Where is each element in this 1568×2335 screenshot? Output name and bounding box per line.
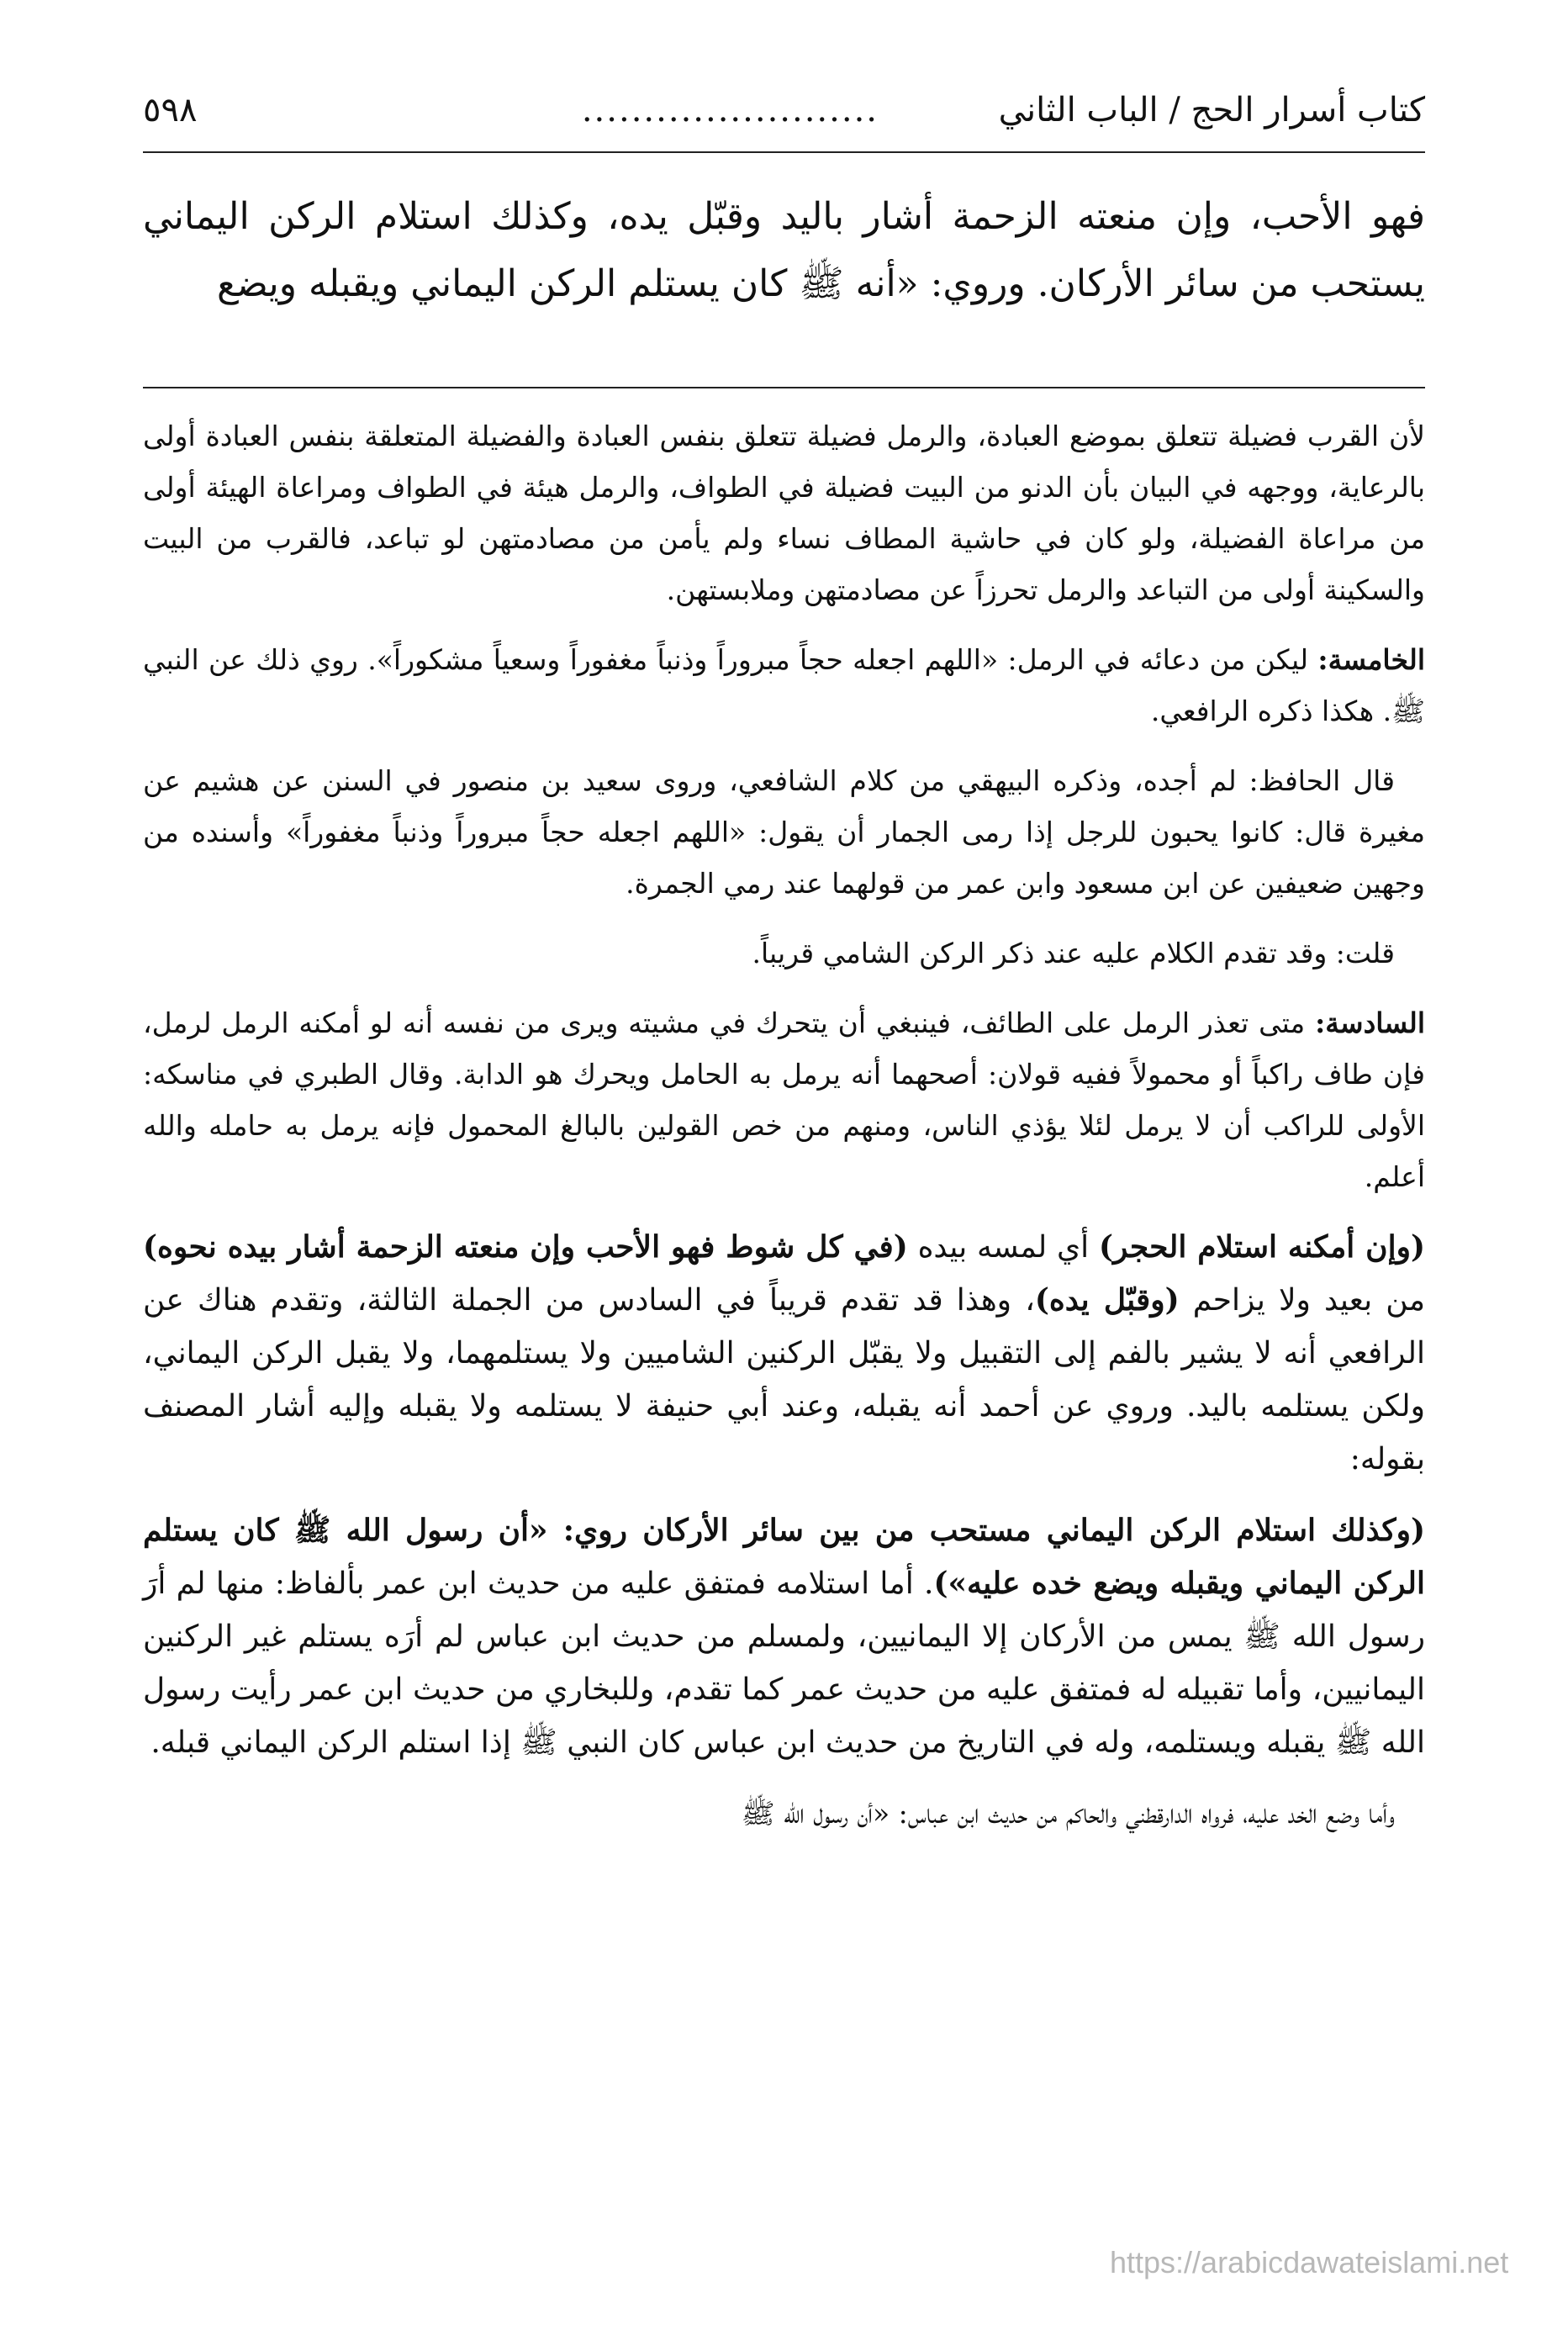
paragraph-text: أي لمسه بيده [907, 1230, 1099, 1265]
paragraph-text: من بعيد ولا يزاحم [1179, 1283, 1425, 1318]
commentary-paragraph [143, 634, 1425, 737]
commentary-paragraph: قال الحافظ: لم أجده، وذكره البيهقي من كلام الشافعي، وروى سعيد بن منصور في السنن عن هشيم عن مغيرة قال: كانوا يحبون للرجل إذا رمى الجمار أن يقول: «اللهم اجعله حجاً مبروراً وذنباً مغفوراً» وأسنده من وجهين ضعيفين عن ابن مسعود وابن عمر من قولهما عند رمي الجمرة. [143, 764, 1425, 900]
section-label: الخامسة: [1317, 643, 1425, 676]
watermark-url: https://arabicdawateislami.net [1110, 2245, 1509, 2280]
main-text: فهو الأحب، وإن منعته الزحمة أشار باليد وقبّل يده، وكذلك استلام الركن اليماني يستحب من سائر الأركان. وروي: «أنه ﷺ كان يستلم الركن اليماني ويقبله ويضع [143, 195, 1425, 305]
paragraph-text: ليكن من دعائه في الرمل: «اللهم اجعله حجاً مبروراً وذنباً مغفوراً وسعياً مشكوراً». روي ذلك عن النبي ﷺ. هكذا ذكره الرافعي. [143, 643, 1425, 727]
paragraph-text: متى تعذر الرمل على الطائف، فينبغي أن يتحرك في مشيته ويرى من نفسه أنه لو أمكنه الرمل لرمل، فإن طاف راكباً أو محمولاً ففيه قولان: أصحهما أنه يرمل به الحامل ويحرك هو الدابة. وقال الطبري في مناسكه: الأولى للراكب أن لا يرمل لئلا يؤذي الناس، ومنهم من خص القولين بالبالغ المحمول فإنه يرمل به حامله والله أعلم. [143, 1006, 1425, 1193]
commentary-section [143, 410, 1425, 1857]
book-page [143, 76, 1509, 2280]
page-header [143, 76, 1425, 153]
running-title: كتاب أسرار الحج / الباب الثاني [998, 91, 1425, 129]
commentary-paragraph [143, 1504, 1425, 1769]
commentary-paragraph: قلت: وقد تقدم الكلام عليه عند ذكر الركن الشامي قريباً. [752, 937, 1395, 969]
paragraph-text: ، وهذا قد تقدم قريباً في السادس من الجملة الثالثة، وتقدم هناك عن الرافعي أنه لا يشير بالفم إلى التقبيل ولا يقبّل الركنين الشاميين ولا يستلمهما، ولا يقبل الركن اليماني، ولكن يستلمه باليد. وروي عن أحمد أنه يقبله، وعند أبي حنيفة لا يستلمه ولا يقبله وإليه أشار المصنف بقوله: [143, 1283, 1425, 1477]
quoted-matn: (وقبّل يده) [1034, 1282, 1180, 1318]
quoted-matn: (في كل شوط فهو الأحب وإن منعته الزحمة أشار بيده نحوه) [143, 1229, 908, 1265]
paragraph-text: . أما استلامه فمتفق عليه من حديث ابن عمر بألفاظ: منها لم أرَ رسول الله ﷺ يمس من الأركان إلا اليمانيين، ولمسلم من حديث ابن عباس لم أرَه يستلم غير الركنين اليمانيين، وأما تقبيله له فمتفق عليه من حديث عمر كما تقدم، وللبخاري من حديث ابن عمر رأيت رسول الله ﷺ يقبله ويستلمه، وله في التاريخ من حديث ابن عباس كان النبي ﷺ إذا استلم الركن اليماني قبله. [143, 1566, 1425, 1760]
commentary-paragraph: وأما وضع الخد عليه، فرواه الدارقطني والحاكم من حديث ابن عباس: «أن رسول الله ﷺ [741, 1797, 1395, 1830]
header-leader-dots: ........................ [581, 91, 879, 129]
section-label: السادسة: [1315, 1006, 1425, 1039]
quoted-matn: (وكذلك استلام الركن اليماني مستحب من بين سائر الأركان روي: «أن رسول الله ﷺ كان يستلم الركن اليماني ويقبله ويضع خده عليه») [143, 1513, 1425, 1601]
commentary-paragraph: لأن القرب فضيلة تتعلق بموضع العبادة، والرمل فضيلة تتعلق بنفس العبادة والفضيلة المتعلقة بنفس العبادة أولى بالرعاية، ووجهه في البيان بأن الدنو من البيت فضيلة في الطواف، والرمل هيئة في الطواف ومراعاة الهيئة أولى من مراعاة الفضيلة، ولو كان في حاشية المطاف نساء ولم يأمن من مصادمتهن لو تباعد، فالقرب من البيت والسكينة أولى من التباعد والرمل تحرزاً عن مصادمتهن وملابستهن. [143, 420, 1425, 606]
quoted-matn: (وإن أمكنه استلام الحجر) [1099, 1229, 1426, 1265]
commentary-paragraph [143, 1221, 1425, 1486]
commentary-paragraph [143, 997, 1425, 1202]
commentary-divider [143, 387, 1425, 388]
page-number: ٥٩٨ [143, 91, 198, 129]
